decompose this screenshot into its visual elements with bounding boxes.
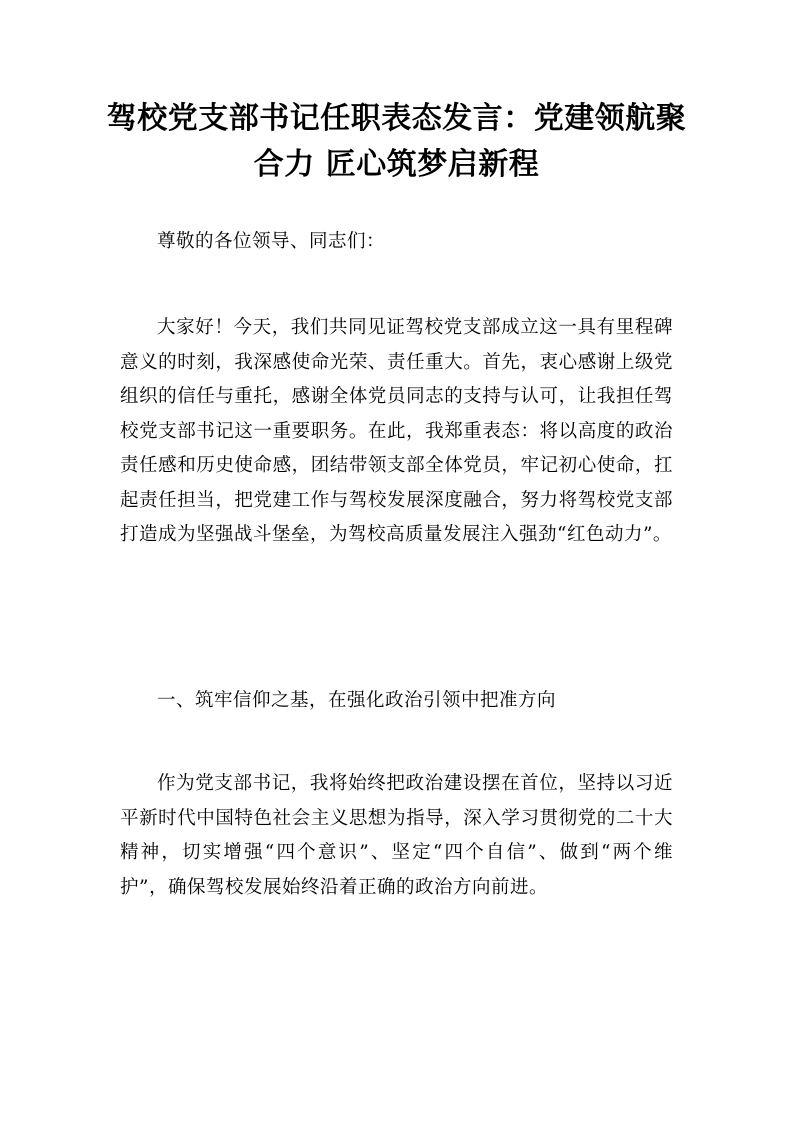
document-title: 驾校党支部书记任职表态发言：党建领航聚合力 匠心筑梦启新程 <box>106 101 687 182</box>
paragraph-political-guidance: 作为党支部书记，我将始终把政治建设摆在首位，坚持以习近平新时代中国特色社会主义思想为指导，深入学习贯彻党的二十大精神，切实增强“四个意识”、坚定“四个自信”、做到“两个维护”，确保驾校发展始终沿着正确的政治方向前进。 <box>120 773 673 898</box>
section-heading: 一、筑牢信仰之基，在强化政治引领中把准方向 <box>157 690 557 711</box>
paragraph-opening: 大家好！今天，我们共同见证驾校党支部成立这一具有里程碑意义的时刻，我深感使命光荣、责任重大。首先，衷心感谢上级党组织的信任与重托，感谢全体党员同志的支持与认可，让我担任驾校党支部书记这一重要职务。在此，我郑重表态：将以高度的政治责任感和历史使命感，团结带领支部全体党员，牢记初心使命，扛起责任担当，把党建工作与驾校发展深度融合，努力将驾校党支部打造成为坚强战斗堡垒，为驾校高质量发展注入强劲“红色动力”。 <box>120 317 673 545</box>
salutation: 尊敬的各位领导、同志们： <box>157 231 386 252</box>
